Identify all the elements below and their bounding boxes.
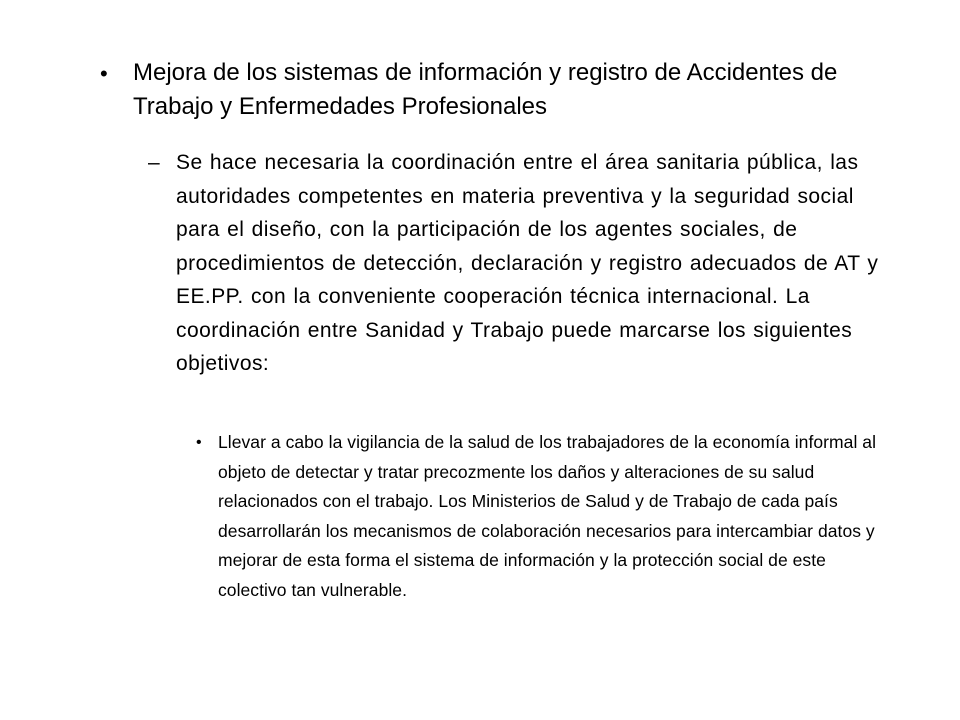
- bullet-level-3-text: Llevar a cabo la vigilancia de la salud de los trabajadores de la economía informal al objeto de detectar y tratar precozmente los daños y alteraciones de su salud relacionados con el trabajo. Los Ministerios de Salud y de Trabajo de cada país desarrollarán los mecanismos de colaboración necesarios para intercambiar datos y mejorar de esta forma el sistema de información y la protección social de este colectivo tan vulnerable.: [218, 432, 877, 600]
- bullet-dot-icon: •: [100, 61, 108, 86]
- bullet-level-1: [100, 56, 900, 124]
- bullet-level-1-text: Mejora de los sistemas de información y registro de Accidentes de Trabajo y Enfermedades Profesionales: [133, 59, 838, 120]
- bullet-level-2-text: Se hace necesaria la coordinación entre el área sanitaria pública, las autoridades competentes en materia preventiva y la seguridad social para el diseño, con la participación de los agentes sociales, de procedimientos de detección, declaración y registro adecuados de AT y EE.PP. con la conveniente cooperación técnica internacional. La coordinación entre Sanidad y Trabajo puede marcarse los siguientes objetivos:: [176, 151, 879, 375]
- bullet-dash-icon: –: [148, 151, 160, 174]
- bullet-level-2: [148, 146, 888, 381]
- bullet-level-3: [196, 428, 886, 605]
- bullet-dot-small-icon: •: [196, 434, 202, 451]
